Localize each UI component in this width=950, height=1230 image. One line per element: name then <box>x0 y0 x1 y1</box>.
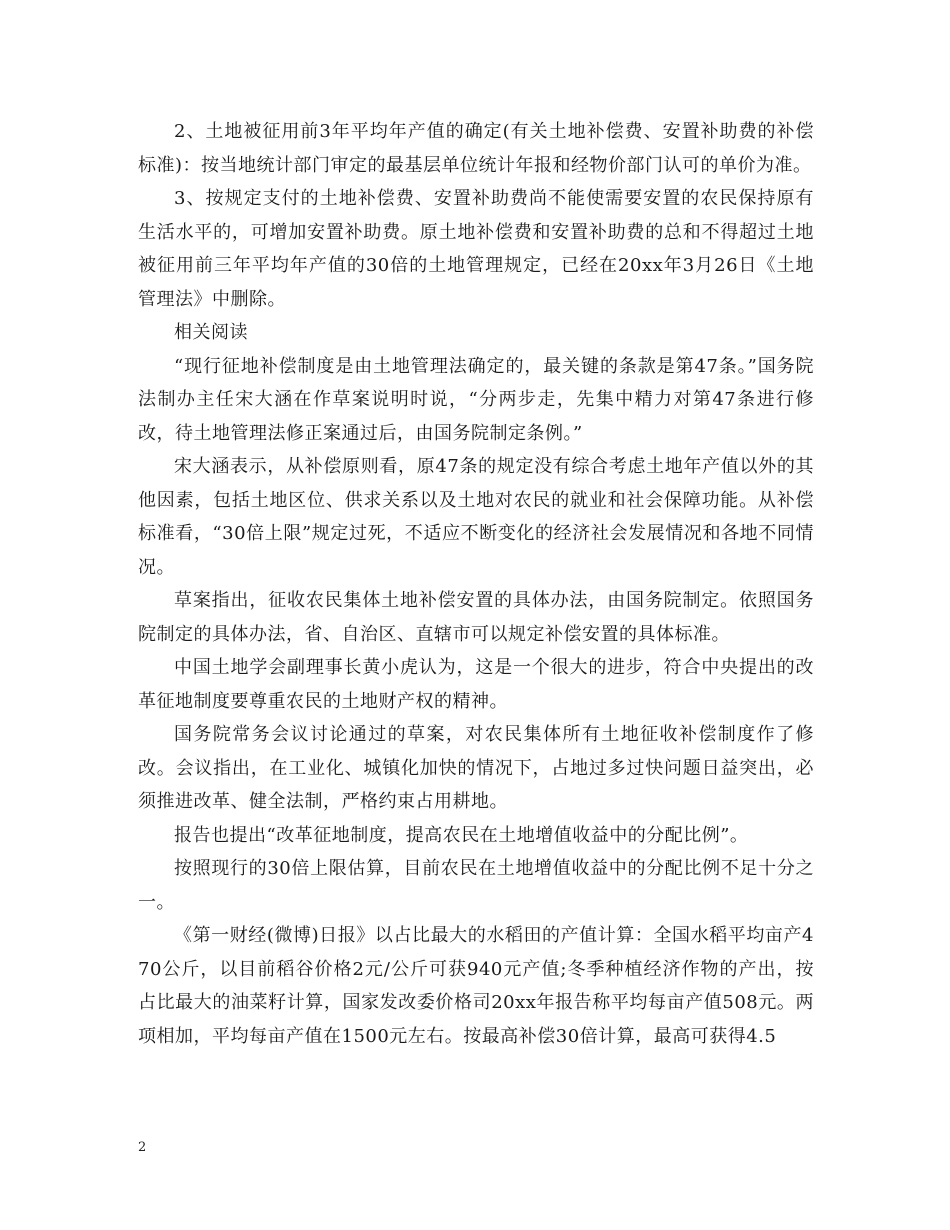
paragraph-report-proposal: 报告也提出“改革征地制度，提高农民在土地增值收益中的分配比例”。 <box>174 824 749 846</box>
section-heading-related-reading: 相关阅读 <box>174 322 248 343</box>
paragraph-executive-meeting: 国务院常务会议讨论通过的草案，对农民集体所有土地征收补偿制度作了修改。会议指出，在工业化、城镇化加快的情况下，占地过多过快问题日益突出，必须推进改革、健全法制，严格约束占用耕地。 <box>138 724 814 812</box>
paragraph-draft-state-council: 草案指出，征收农民集体土地补偿安置的具体办法，由国务院制定。依照国务院制定的具体办法，省、自治区、直辖市可以规定补偿安置的具体标准。 <box>138 590 814 645</box>
paragraph-article-47: “现行征地补偿制度是由土地管理法确定的，最关键的条款是第47条。”国务院法制办主任宋大涵在作草案说明时说，“分两步走，先集中精力对第47条进行修改，待土地管理法修正案通过后，由国务院制定条例。” <box>138 355 814 444</box>
paragraph-compensation-principle: 宋大涵表示，从补偿原则看，原47条的规定没有综合考虑土地年产值以外的其他因素，包括土地区位、供求关系以及土地对农民的就业和社会保障功能。从补偿标准看，“30倍上限”规定过死，不适应不断变化的经济社会发展情况和各地不同情况。 <box>138 456 814 578</box>
page-number: 2 <box>138 1140 147 1155</box>
paragraph-land-society-opinion: 中国土地学会副理事长黄小虎认为，这是一个很大的进步，符合中央提出的改革征地制度要尊重农民的土地财产权的精神。 <box>138 657 814 712</box>
paragraph-resettlement-subsidy: 3、按规定支付的土地补偿费、安置补助费尚不能使需要安置的农民保持原有生活水平的，可增加安置补助费。原土地补偿费和安置补助费的总和不得超过土地被征用前三年平均年产值的30倍的土地管理规定，已经在20xx年3月26日《土地管理法》中删除。 <box>138 188 814 310</box>
paragraph-rice-output-calculation: 《第一财经(微博)日报》以占比最大的水稻田的产值计算：全国水稻平均亩产470公斤，以目前稻谷价格2元/公斤可获940元产值;冬季种植经济作物的产出，按占比最大的油菜籽计算，国家发改委价格司20xx年报告称平均每亩产值508元。两项相加，平均每亩产值在1500元左右。按最高补偿30倍计算，最高可获得4.5 <box>138 925 814 1047</box>
document-body <box>138 115 814 1053</box>
paragraph-30x-cap-estimate: 按照现行的30倍上限估算，目前农民在土地增值收益中的分配比例不足十分之一。 <box>138 858 814 913</box>
paragraph-land-output-determination: 2、土地被征用前3年平均年产值的确定(有关土地补偿费、安置补助费的补偿标准)：按当地统计部门审定的最基层单位统计年报和经物价部门认可的单价为准。 <box>138 121 814 176</box>
